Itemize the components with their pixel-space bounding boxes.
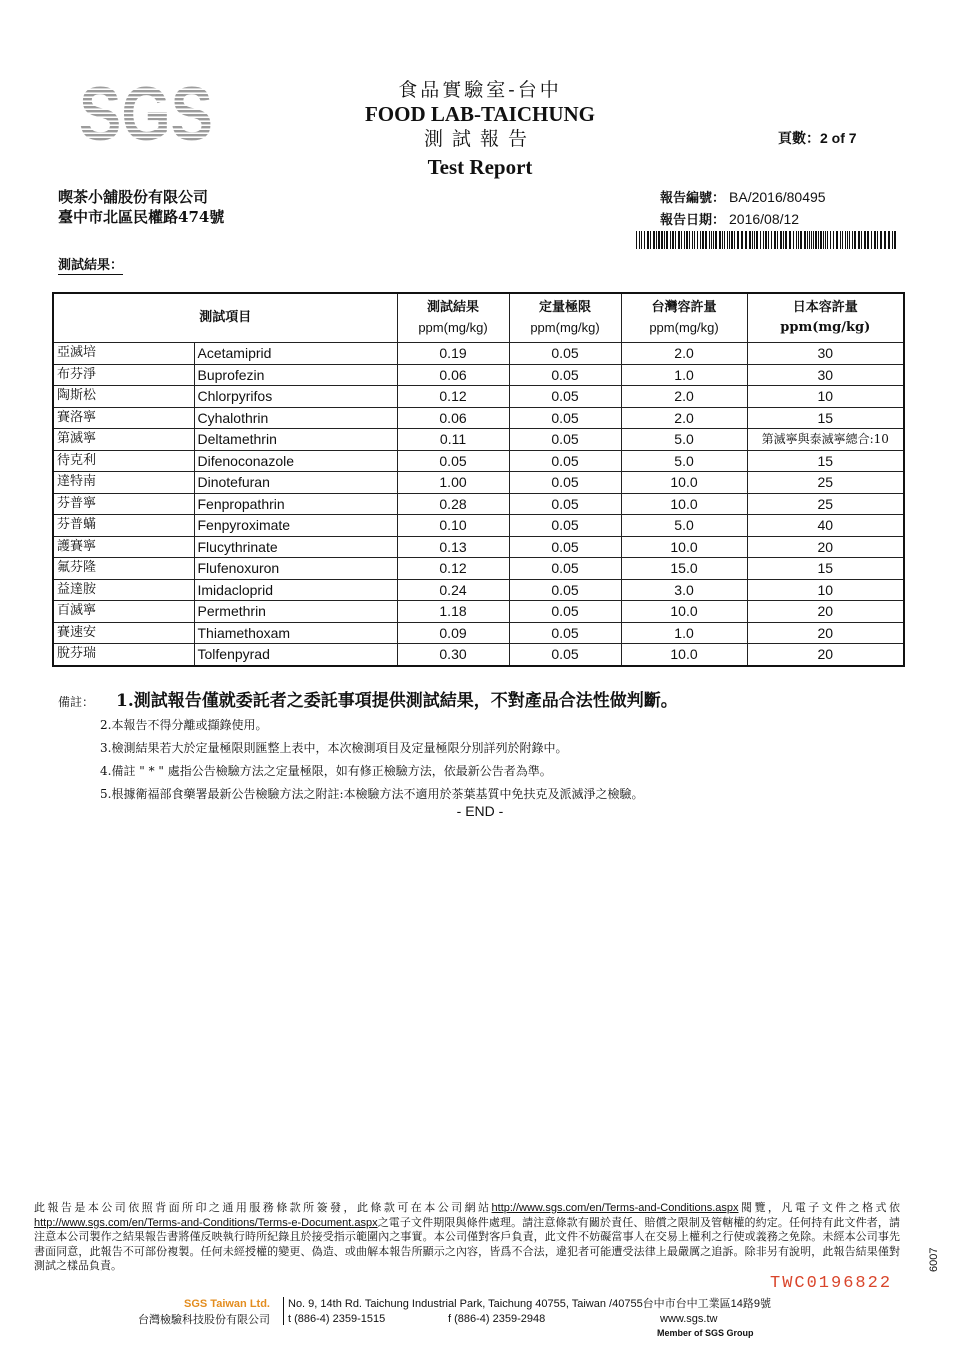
header-result xyxy=(397,293,509,343)
jp-limit-value: 40 xyxy=(747,515,904,537)
jp-limit-value: 15 xyxy=(747,558,904,580)
result-value: 1.18 xyxy=(397,601,509,623)
table-row xyxy=(53,601,904,623)
jp-limit-value: 15 xyxy=(747,450,904,472)
table-row xyxy=(53,493,904,515)
table-row xyxy=(53,450,904,472)
footer-tel: t (886-4) 2359-1515 xyxy=(288,1313,386,1325)
compound-name-cn: 護賽寧 xyxy=(53,536,194,558)
loq-value: 0.05 xyxy=(509,450,621,472)
tw-limit-value: 10.0 xyxy=(621,472,747,494)
compound-name-cn: 芬普蟎 xyxy=(53,515,194,537)
footer-company xyxy=(118,1297,270,1327)
jp-limit-value: 第滅寧與泰滅寧總合:10 xyxy=(747,429,904,451)
table-row xyxy=(53,536,904,558)
table-row xyxy=(53,364,904,386)
loq-value: 0.05 xyxy=(509,429,621,451)
footer-website[interactable]: www.sgs.tw xyxy=(660,1313,718,1325)
results-table xyxy=(52,292,905,667)
compound-name-cn: 賽速安 xyxy=(53,622,194,644)
compound-name-en: Thiamethoxam xyxy=(194,622,397,644)
result-value: 0.05 xyxy=(397,450,509,472)
loq-value: 0.05 xyxy=(509,515,621,537)
header-tw-limit xyxy=(621,293,747,343)
note-item-4: 4.備註 " * " 處指公告檢驗方法之定量極限，如有修正檢驗方法，依最新公告者為準。 xyxy=(100,764,552,778)
header-tw-unit: ppm(mg/kg) xyxy=(649,320,719,335)
table-row xyxy=(53,558,904,580)
tw-limit-value: 10.0 xyxy=(621,644,747,666)
footer-company-cn: 台灣檢驗科技股份有限公司 xyxy=(138,1313,270,1326)
loq-value: 0.05 xyxy=(509,601,621,623)
result-value: 0.19 xyxy=(397,343,509,365)
note-item-3: 3.檢測結果若大於定量極限則匯整上表中，本次檢測項目及定量極限分別詳列於附錄中。 xyxy=(100,741,568,755)
compound-name-en: Cyhalothrin xyxy=(194,407,397,429)
compound-name-en: Deltamethrin xyxy=(194,429,397,451)
notes-label: 備註： xyxy=(58,695,95,709)
tw-limit-value: 1.0 xyxy=(621,364,747,386)
compound-name-en: Chlorpyrifos xyxy=(194,386,397,408)
report-date-label: 報告日期： xyxy=(660,213,726,228)
compound-name-cn: 第滅寧 xyxy=(53,429,194,451)
jp-limit-value: 25 xyxy=(747,493,904,515)
page-value: 2 of 7 xyxy=(820,130,857,146)
result-value: 0.12 xyxy=(397,558,509,580)
loq-value: 0.05 xyxy=(509,364,621,386)
header-loq-unit: ppm(mg/kg) xyxy=(530,320,600,335)
side-code: 6007 xyxy=(928,1247,940,1272)
compound-name-cn: 氟芬隆 xyxy=(53,558,194,580)
header-result-label: 測試結果 xyxy=(427,300,480,315)
header-loq xyxy=(509,293,621,343)
table-row xyxy=(53,644,904,666)
jp-limit-value: 15 xyxy=(747,407,904,429)
loq-value: 0.05 xyxy=(509,536,621,558)
table-row xyxy=(53,429,904,451)
compound-name-en: Imidacloprid xyxy=(194,579,397,601)
compound-name-en: Dinotefuran xyxy=(194,472,397,494)
disclaimer-part1: 此報告是本公司依照背面所印之通用服務條款所簽發，此條款可在本公司網站 xyxy=(34,1201,492,1214)
compound-name-cn: 達特南 xyxy=(53,472,194,494)
tw-limit-value: 5.0 xyxy=(621,450,747,472)
header-tw-label: 台灣容許量 xyxy=(651,300,717,315)
jp-limit-value: 30 xyxy=(747,364,904,386)
report-title-en: Test Report xyxy=(427,155,533,179)
disclaimer-part2: 閱覽，凡電子文件之格式依 xyxy=(738,1201,901,1214)
loq-value: 0.05 xyxy=(509,644,621,666)
report-date-value: 2016/08/12 xyxy=(729,211,800,227)
loq-value: 0.05 xyxy=(509,472,621,494)
note-item-5: 5.根據衛福部食藥署最新公告檢驗方法之附註:本檢驗方法不適用於茶葉基質中免扶克及派滅淨之檢驗。 xyxy=(100,787,644,801)
client-info xyxy=(58,187,224,227)
compound-name-en: Tolfenpyrad xyxy=(194,644,397,666)
result-value: 0.06 xyxy=(397,364,509,386)
tw-limit-value: 3.0 xyxy=(621,579,747,601)
table-row xyxy=(53,579,904,601)
tw-limit-value: 15.0 xyxy=(621,558,747,580)
footer-fax: f (886-4) 2359-2948 xyxy=(448,1313,546,1325)
disclaimer-part3: 之電子文件期限與條件處理。請注意條款有關於責任、賠償之限制及管轄權的約定。任何持有此文件者，請注意本公司製作之結果報告書將僅反映執行時所紀錄且於接受指示範圍內之事實。本公司僅對客戶負責，此文件不妨礙當事人在交易上權利之行使或義務之免除。未經本公司事先書面同意，此報告不可部份複製。任何未經授權的變更、偽造、或曲解本報告所顯示之內容，皆爲不合法，違犯者可能遭受法律上最嚴厲之追訴。除非另有說明，此報告結果僅對測試之樣品負責。 xyxy=(34,1215,900,1272)
loq-value: 0.05 xyxy=(509,493,621,515)
page-label: 頁數： xyxy=(778,131,820,147)
client-address: 臺中市北區民權路474號 xyxy=(58,208,225,226)
tw-limit-value: 10.0 xyxy=(621,493,747,515)
terms-link[interactable]: http://www.sgs.com/en/Terms-and-Conditions.aspx xyxy=(491,1202,739,1214)
compound-name-cn: 百滅寧 xyxy=(53,601,194,623)
jp-limit-value: 20 xyxy=(747,601,904,623)
sgs-logo xyxy=(76,72,216,157)
loq-value: 0.05 xyxy=(509,407,621,429)
jp-limit-value: 10 xyxy=(747,386,904,408)
jp-limit-value: 30 xyxy=(747,343,904,365)
jp-limit-value: 20 xyxy=(747,536,904,558)
e-document-link[interactable]: http://www.sgs.com/en/Terms-and-Conditions/Terms-e-Document.aspx xyxy=(34,1216,378,1229)
header-result-unit: ppm(mg/kg) xyxy=(418,320,488,335)
footer-contact xyxy=(288,1297,771,1327)
results-title: 測試結果： xyxy=(58,254,123,275)
tw-limit-value: 5.0 xyxy=(621,515,747,537)
table-row xyxy=(53,343,904,365)
lab-name-cn: 食品實驗室-台中 xyxy=(398,79,562,101)
jp-limit-value: 25 xyxy=(747,472,904,494)
tw-limit-value: 2.0 xyxy=(621,407,747,429)
loq-value: 0.05 xyxy=(509,558,621,580)
tw-limit-value: 5.0 xyxy=(621,429,747,451)
compound-name-en: Fenpropathrin xyxy=(194,493,397,515)
tw-limit-value: 2.0 xyxy=(621,343,747,365)
tw-limit-value: 1.0 xyxy=(621,622,747,644)
result-value: 0.13 xyxy=(397,536,509,558)
table-row xyxy=(53,386,904,408)
result-value: 0.11 xyxy=(397,429,509,451)
lab-name-en: FOOD LAB-TAICHUNG xyxy=(364,102,596,126)
loq-value: 0.05 xyxy=(509,343,621,365)
compound-name-en: Difenoconazole xyxy=(194,450,397,472)
compound-name-cn: 布芬淨 xyxy=(53,364,194,386)
result-value: 0.09 xyxy=(397,622,509,644)
compound-name-en: Fenpyroximate xyxy=(194,515,397,537)
compound-name-en: Flucythrinate xyxy=(194,536,397,558)
note-item-1: 1.測試報告僅就委託者之委託事項提供測試結果，不對產品合法性做判斷。 xyxy=(116,691,678,711)
serial-number: TWC0196822 xyxy=(770,1274,893,1293)
header-loq-label: 定量極限 xyxy=(539,300,592,315)
compound-name-cn: 待克利 xyxy=(53,450,194,472)
footer-separator xyxy=(283,1297,284,1325)
loq-value: 0.05 xyxy=(509,579,621,601)
table-header-row xyxy=(53,293,904,343)
member-of-group: Member of SGS Group xyxy=(657,1328,754,1338)
table-row xyxy=(53,472,904,494)
end-marker: - END - xyxy=(456,803,504,819)
compound-name-cn: 脫芬瑞 xyxy=(53,644,194,666)
result-value: 0.10 xyxy=(397,515,509,537)
header-jp-limit: 日本容許量ppm(mg/kg) xyxy=(747,293,904,343)
jp-limit-value: 10 xyxy=(747,579,904,601)
compound-name-cn: 益達胺 xyxy=(53,579,194,601)
jp-limit-value: 20 xyxy=(747,644,904,666)
compound-name-cn: 亞滅培 xyxy=(53,343,194,365)
logo-text: SGS xyxy=(79,72,213,157)
report-title-cn: 測試報告 xyxy=(423,128,536,150)
footer-brand: SGS Taiwan Ltd. xyxy=(184,1298,270,1310)
compound-name-en: Flufenoxuron xyxy=(194,558,397,580)
result-value: 0.12 xyxy=(397,386,509,408)
result-value: 0.24 xyxy=(397,579,509,601)
page-number xyxy=(778,128,857,148)
tw-limit-value: 10.0 xyxy=(621,601,747,623)
table-row xyxy=(53,515,904,537)
tw-limit-value: 2.0 xyxy=(621,386,747,408)
loq-value: 0.05 xyxy=(509,386,621,408)
client-name: 喫茶小舖股份有限公司 xyxy=(58,188,209,206)
loq-value: 0.05 xyxy=(509,622,621,644)
result-value: 0.30 xyxy=(397,644,509,666)
note-item-2: 2.本報告不得分離或擷錄使用。 xyxy=(100,718,268,732)
compound-name-cn: 賽洛寧 xyxy=(53,407,194,429)
compound-name-en: Buprofezin xyxy=(194,364,397,386)
footer-address: No. 9, 14th Rd. Taichung Industrial Park, Taichung 40755, Taiwan /40755台中市台中工業區14路9號 xyxy=(288,1298,772,1310)
notes xyxy=(58,690,678,806)
result-value: 0.06 xyxy=(397,407,509,429)
compound-name-cn: 芬普寧 xyxy=(53,493,194,515)
report-meta xyxy=(660,187,826,231)
jp-limit-value: 20 xyxy=(747,622,904,644)
table-row xyxy=(53,407,904,429)
result-value: 0.28 xyxy=(397,493,509,515)
compound-name-en: Acetamiprid xyxy=(194,343,397,365)
barcode xyxy=(636,231,898,249)
disclaimer xyxy=(34,1201,900,1274)
report-number-label: 報告編號： xyxy=(660,191,726,206)
report-number-value: BA/2016/80495 xyxy=(729,189,826,205)
compound-name-cn: 陶斯松 xyxy=(53,386,194,408)
compound-name-en: Permethrin xyxy=(194,601,397,623)
tw-limit-value: 10.0 xyxy=(621,536,747,558)
table-row xyxy=(53,622,904,644)
header-item: 測試項目 xyxy=(53,293,397,343)
result-value: 1.00 xyxy=(397,472,509,494)
report-header xyxy=(330,78,630,182)
